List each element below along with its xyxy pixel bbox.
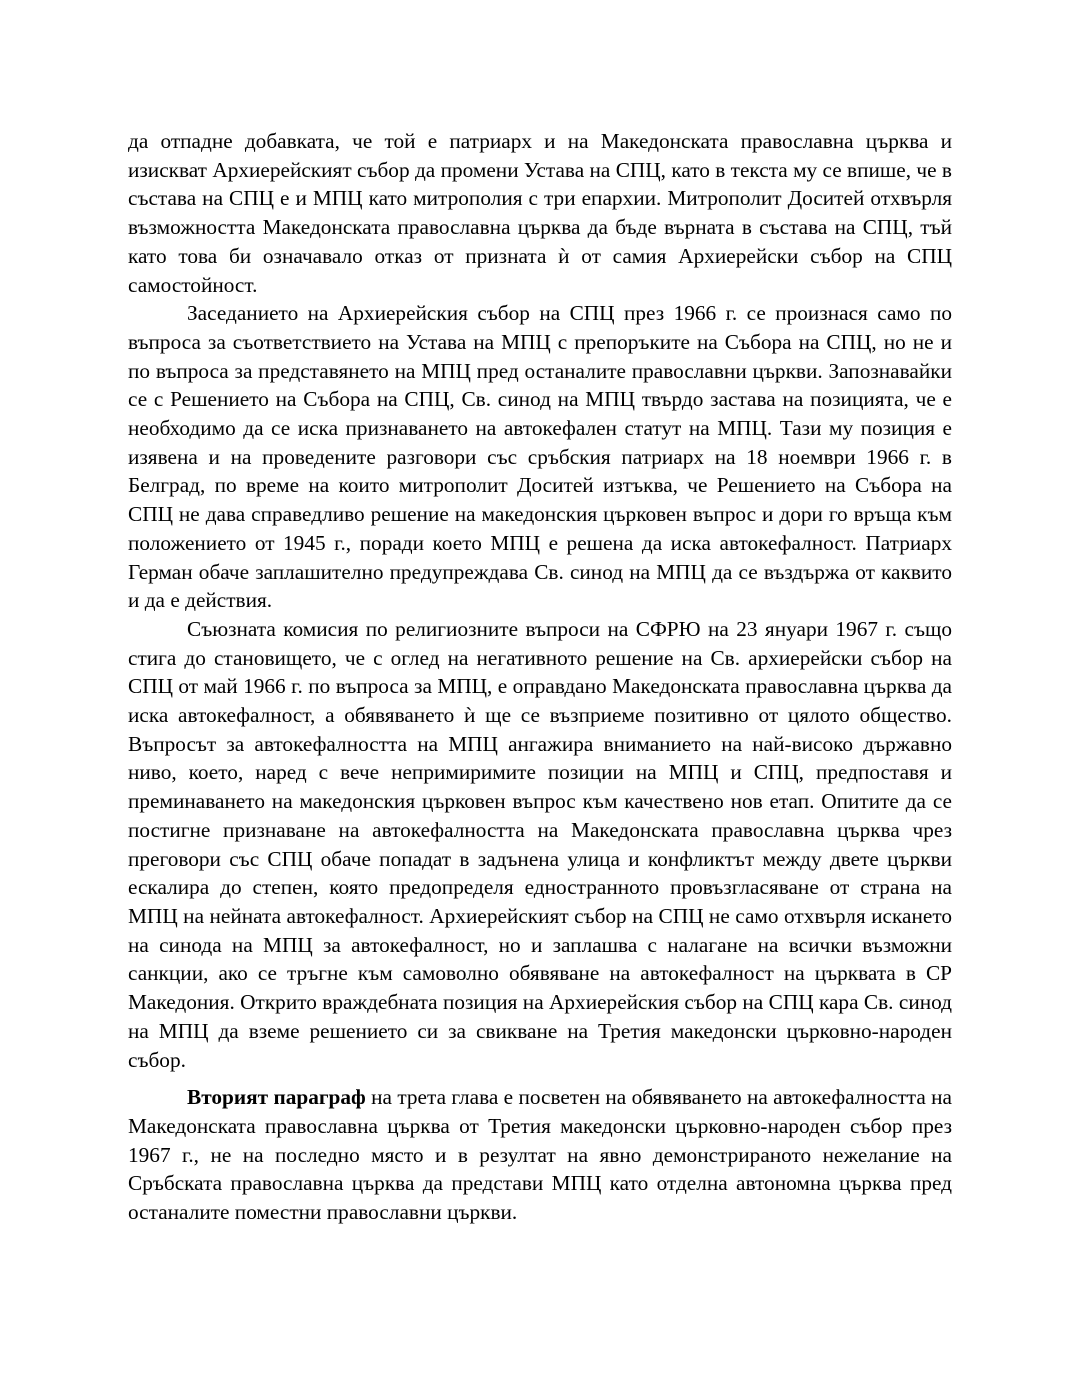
- document-page: [128, 127, 952, 1227]
- paragraph-4: [128, 1083, 952, 1227]
- paragraph-1-text: да отпадне добавката, че той е патриарх и на Македонската православна църква и изискват Архиерейският събор да промени Устава на СПЦ, като в текста му се впише, че в състава на СПЦ е и МПЦ като митрополия с три епархии. Митрополит Доситей отхвърля възможността Македонската православна църква да бъде върната в състава на СПЦ, тъй като това би означавало отказ от призната ѝ от самия Архиерейски събор на СПЦ самостойност.: [128, 129, 952, 297]
- paragraph-3-text: Съюзната комисия по религиозните въпроси на СФРЮ на 23 януари 1967 г. също стига до становището, че с оглед на негативното решение на Св. архиерейски събор на СПЦ от май 1966 г. по въпроса за МПЦ, е оправдано Македонската православна църква да иска автокефалност, а обявяването ѝ ще се възприеме позитивно от цялото общество. Въпросът за автокефалността на МПЦ ангажира вниманието на най-високо държавно ниво, което, наред с вече непримиримите позиции на МПЦ и СПЦ, предпоставя и преминаването на македонския църковен въпрос към качествено нов етап. Опитите да се постигне признаване на автокефалността на Македонската православна църква чрез преговори със СПЦ обаче попадат в задънена улица и конфликтът между двете църкви ескалира до степен, която предопределя едностранното провъзгласяване от страна на МПЦ на нейната автокефалност. Архиерейският събор на СПЦ не само отхвърля искането на синода на МПЦ за автокефалност, но и заплашва с налагане на всички възможни санкции, ако се тръгне към самоволно обявяване на автокефалност на църквата в СР Македония. Открито враждебната позиция на Архиерейския събор на СПЦ кара Св. синод на МПЦ да вземе решението си за свикване на Третия македонски църковно-народен събор.: [128, 616, 952, 1072]
- paragraph-2-text: Заседанието на Архиерейския събор на СПЦ през 1966 г. се произнася само по въпроса за съответствието на Устава на МПЦ с препоръките на Събора на СПЦ, но не и по въпроса за представянето на МПЦ пред останалите православни църкви. Запознавайки се с Решението на Събора на СПЦ, Св. синод на МПЦ твърдо застава на позицията, че е необходимо да се иска признаването на автокефален статут на МПЦ. Тази му позиция е изявена и на проведените разговори със сръбския патриарх на 18 ноември 1966 г. в Белград, по време на които митрополит Доситей изтъква, че Решението на Събора на СПЦ не дава справедливо решение на македонския църковен въпрос и дори го връща към положението от 1945 г., поради което МПЦ е решена да иска автокефалност. Патриарх Герман обаче заплашително предупреждава Св. синод на МПЦ да се въздържа от каквито и да е действия.: [128, 301, 952, 613]
- paragraph-3: [128, 615, 952, 1074]
- paragraph-1: [128, 127, 952, 299]
- paragraph-4-text: на трета глава е посветен на обявяването на автокефалността на Македонската православна църква от Третия македонски църковно-народен събор през 1967 г., не на последно място и в резултат на явно демонстрираното нежелание на Сръбската православна църква да представи МПЦ като отделна автономна църква пред останалите поместни православни църкви.: [128, 1085, 952, 1225]
- paragraph-4-bold-lead: Вторият параграф: [187, 1085, 366, 1110]
- paragraph-2: [128, 299, 952, 615]
